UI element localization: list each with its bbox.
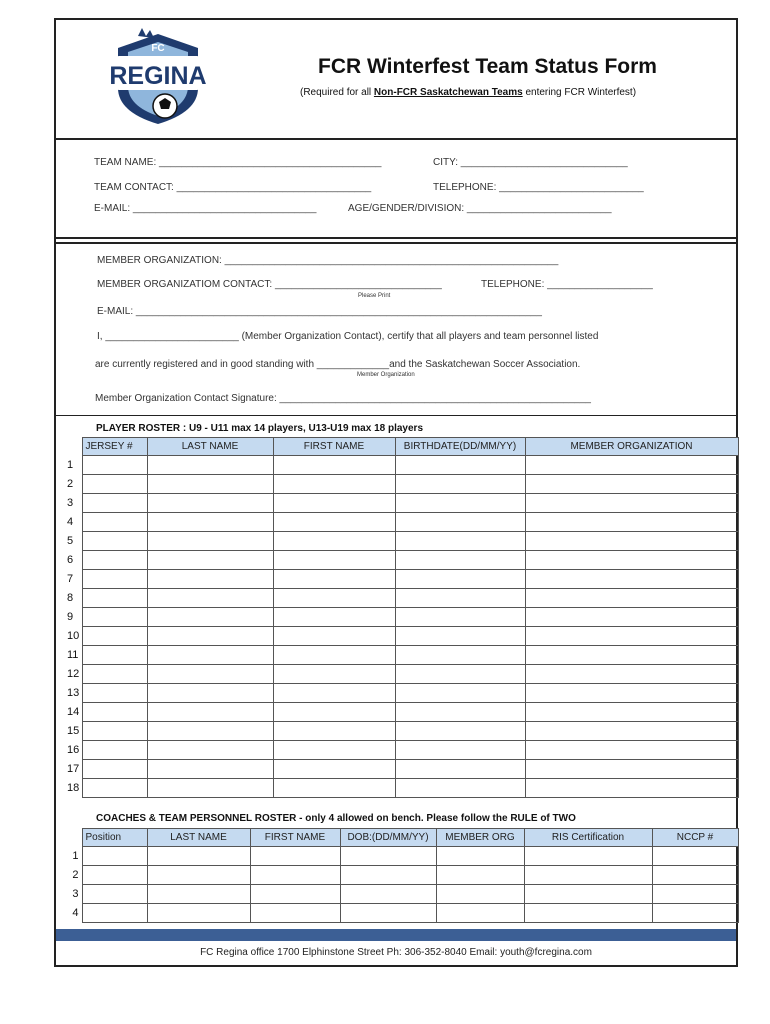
team-info-divider-1: [54, 237, 738, 239]
email-field[interactable]: E-MAIL: _________________________________: [94, 203, 317, 214]
entry-cell[interactable]: [82, 475, 147, 494]
entry-cell[interactable]: [82, 494, 147, 513]
row-number: 1: [72, 850, 79, 862]
entry-cell[interactable]: [525, 475, 738, 494]
row-number: 1: [67, 459, 74, 471]
coach-row: [56, 904, 738, 923]
entry-cell[interactable]: [652, 885, 738, 904]
entry-cell[interactable]: [525, 532, 738, 551]
entry-cell[interactable]: [525, 665, 738, 684]
entry-cell[interactable]: [395, 494, 525, 513]
player-row: [56, 760, 738, 779]
column-header-coach-last-name: LAST NAME: [147, 829, 250, 847]
page-subtitle: (Required for all Non-FCR Saskatchewan Teams entering FCR Winterfest): [300, 87, 637, 98]
row-number: 6: [67, 554, 74, 566]
player-row: [56, 665, 738, 684]
entry-cell[interactable]: [524, 885, 652, 904]
footer-contact: FC Regina office 1700 Elphinstone Street Ph: 306-352-8040 Email: youth@fcregina.com: [200, 947, 592, 958]
player-row: [56, 513, 738, 532]
entry-cell[interactable]: [340, 847, 436, 866]
entry-cell[interactable]: [273, 627, 395, 646]
entry-cell[interactable]: [147, 885, 250, 904]
entry-cell[interactable]: [395, 665, 525, 684]
entry-cell[interactable]: [395, 741, 525, 760]
entry-cell[interactable]: [82, 456, 147, 475]
entry-cell[interactable]: [395, 703, 525, 722]
entry-cell[interactable]: [82, 779, 147, 798]
entry-cell[interactable]: [652, 904, 738, 923]
entry-cell[interactable]: [340, 904, 436, 923]
registered-statement[interactable]: are currently registered and in good standing with _____________and the Saskatchewan Soccer Association.: [95, 359, 581, 370]
page-title: FCR Winterfest Team Status Form: [318, 55, 657, 78]
telephone-field[interactable]: TELEPHONE: __________________________: [433, 182, 644, 193]
row-number: 11: [67, 649, 79, 661]
entry-cell[interactable]: [147, 665, 273, 684]
row-number: 9: [67, 611, 74, 623]
row-number: 12: [67, 668, 80, 680]
entry-cell[interactable]: [524, 847, 652, 866]
entry-cell[interactable]: [525, 722, 738, 741]
entry-cell[interactable]: [82, 741, 147, 760]
row-number: 14: [67, 706, 80, 718]
logo-text: REGINA: [109, 62, 207, 90]
member-organization-field[interactable]: MEMBER ORGANIZATION: ____________________________________________________________: [97, 255, 559, 266]
row-number: 3: [67, 497, 74, 509]
member-org-email-field[interactable]: E-MAIL: _________________________________________________________________________: [97, 306, 542, 317]
entry-cell[interactable]: [147, 703, 273, 722]
entry-cell[interactable]: [82, 627, 147, 646]
entry-cell[interactable]: [395, 760, 525, 779]
entry-cell[interactable]: [147, 494, 273, 513]
entry-cell[interactable]: [250, 847, 340, 866]
subtitle-emphasis: Non-FCR Saskatchewan Teams: [373, 87, 523, 98]
player-row: [56, 684, 738, 703]
row-number: 8: [67, 592, 74, 604]
row-number: 16: [67, 744, 80, 756]
entry-cell[interactable]: [82, 589, 147, 608]
entry-cell[interactable]: [147, 646, 273, 665]
entry-cell[interactable]: [436, 885, 524, 904]
player-row: [56, 741, 738, 760]
entry-cell[interactable]: [273, 589, 395, 608]
entry-cell[interactable]: [147, 608, 273, 627]
member-org-caption: Member Organization: [357, 372, 415, 378]
row-number: 10: [67, 630, 80, 642]
entry-cell[interactable]: [395, 627, 525, 646]
entry-cell[interactable]: [525, 570, 738, 589]
player-row: [56, 703, 738, 722]
team-name-field[interactable]: TEAM NAME: ________________________________________: [94, 157, 382, 168]
member-org-telephone-field[interactable]: TELEPHONE: ___________________: [481, 279, 653, 290]
entry-cell[interactable]: [273, 456, 395, 475]
coaches-roster-header: [56, 829, 738, 847]
entry-cell[interactable]: [652, 866, 738, 885]
entry-cell[interactable]: [147, 513, 273, 532]
player-row: [56, 532, 738, 551]
entry-cell[interactable]: [82, 684, 147, 703]
certify-statement[interactable]: I, ________________________ (Member Organization Contact), certify that all players and team personnel listed: [97, 331, 599, 342]
entry-cell[interactable]: [395, 646, 525, 665]
entry-cell[interactable]: [340, 885, 436, 904]
entry-cell[interactable]: [147, 684, 273, 703]
entry-cell[interactable]: [82, 722, 147, 741]
entry-cell[interactable]: [273, 532, 395, 551]
entry-cell[interactable]: [273, 741, 395, 760]
entry-cell[interactable]: [395, 779, 525, 798]
player-roster-header: [56, 438, 738, 456]
entry-cell[interactable]: [652, 847, 738, 866]
entry-cell[interactable]: [82, 847, 147, 866]
entry-cell[interactable]: [273, 722, 395, 741]
entry-cell[interactable]: [395, 513, 525, 532]
entry-cell[interactable]: [250, 885, 340, 904]
player-row: [56, 722, 738, 741]
player-roster-table: [56, 437, 739, 798]
coach-row: [56, 885, 738, 904]
entry-cell[interactable]: [82, 866, 147, 885]
entry-cell[interactable]: [273, 646, 395, 665]
entry-cell[interactable]: [395, 456, 525, 475]
entry-cell[interactable]: [147, 627, 273, 646]
entry-cell[interactable]: [395, 722, 525, 741]
player-row: [56, 627, 738, 646]
row-number: 13: [67, 687, 80, 699]
player-row: [56, 589, 738, 608]
row-number: 7: [67, 573, 74, 585]
entry-cell[interactable]: [147, 866, 250, 885]
city-field[interactable]: CITY: ______________________________: [433, 157, 628, 168]
entry-cell[interactable]: [525, 551, 738, 570]
entry-cell[interactable]: [147, 904, 250, 923]
entry-cell[interactable]: [525, 589, 738, 608]
entry-cell[interactable]: [273, 494, 395, 513]
entry-cell[interactable]: [82, 665, 147, 684]
entry-cell[interactable]: [436, 866, 524, 885]
row-number: 5: [67, 535, 74, 547]
entry-cell[interactable]: [525, 741, 738, 760]
entry-cell[interactable]: [273, 513, 395, 532]
entry-cell[interactable]: [250, 904, 340, 923]
row-number: 4: [67, 516, 74, 528]
entry-cell[interactable]: [273, 608, 395, 627]
entry-cell[interactable]: [273, 703, 395, 722]
player-row: [56, 494, 738, 513]
entry-cell[interactable]: [525, 684, 738, 703]
member-org-contact-field[interactable]: MEMBER ORGANIZATIOM CONTACT: ______________________________: [97, 279, 442, 290]
entry-cell[interactable]: [147, 760, 273, 779]
entry-cell[interactable]: [273, 684, 395, 703]
entry-cell[interactable]: [82, 551, 147, 570]
entry-cell[interactable]: [147, 532, 273, 551]
entry-cell[interactable]: [436, 904, 524, 923]
column-header-dob: DOB:(DD/MM/YY): [340, 829, 436, 847]
entry-cell[interactable]: [395, 608, 525, 627]
header-divider: [54, 138, 738, 140]
row-number: 3: [72, 888, 79, 900]
entry-cell[interactable]: [395, 570, 525, 589]
player-roster-title: PLAYER ROSTER : U9 - U11 max 14 players, U13-U19 max 18 players: [96, 423, 424, 434]
fc-regina-logo: [108, 26, 208, 126]
entry-cell[interactable]: [147, 570, 273, 589]
entry-cell[interactable]: [395, 475, 525, 494]
entry-cell[interactable]: [82, 608, 147, 627]
player-row: [56, 608, 738, 627]
row-number: 2: [67, 478, 74, 490]
entry-cell[interactable]: [147, 589, 273, 608]
entry-cell[interactable]: [395, 551, 525, 570]
player-row: [56, 570, 738, 589]
roster-divider: [54, 415, 738, 416]
player-row: [56, 475, 738, 494]
column-header-last-name: LAST NAME: [147, 438, 273, 456]
signature-field[interactable]: Member Organization Contact Signature: ________________________________________________________: [95, 393, 591, 404]
entry-cell[interactable]: [525, 456, 738, 475]
row-number: 18: [67, 782, 80, 794]
entry-cell[interactable]: [82, 570, 147, 589]
entry-cell[interactable]: [273, 570, 395, 589]
player-row: [56, 779, 738, 798]
entry-cell[interactable]: [340, 866, 436, 885]
entry-cell[interactable]: [273, 475, 395, 494]
footer-bar: [56, 929, 736, 941]
age-gender-division-field[interactable]: AGE/GENDER/DIVISION: __________________________: [348, 203, 612, 214]
entry-cell[interactable]: [525, 779, 738, 798]
entry-cell[interactable]: [273, 760, 395, 779]
entry-cell[interactable]: [82, 646, 147, 665]
column-header-first-name: FIRST NAME: [273, 438, 395, 456]
column-header-nccp: NCCP #: [652, 829, 738, 847]
row-number: 4: [72, 907, 79, 919]
column-header-jersey: JERSEY #: [82, 438, 147, 456]
entry-cell[interactable]: [525, 760, 738, 779]
entry-cell[interactable]: [525, 703, 738, 722]
entry-cell[interactable]: [147, 741, 273, 760]
entry-cell[interactable]: [524, 904, 652, 923]
entry-cell[interactable]: [147, 779, 273, 798]
entry-cell[interactable]: [525, 608, 738, 627]
column-header-position: Position: [82, 829, 147, 847]
entry-cell[interactable]: [82, 513, 147, 532]
coach-row: [56, 866, 738, 885]
column-header-ris-certification: RIS Certification: [524, 829, 652, 847]
row-number: 2: [72, 869, 79, 881]
entry-cell[interactable]: [147, 551, 273, 570]
entry-cell[interactable]: [525, 627, 738, 646]
entry-cell[interactable]: [525, 513, 738, 532]
entry-cell[interactable]: [82, 904, 147, 923]
entry-cell[interactable]: [395, 684, 525, 703]
column-header-birthdate: BIRTHDATE(DD/MM/YY): [395, 438, 525, 456]
column-header-coach-first-name: FIRST NAME: [250, 829, 340, 847]
column-header-member-org: MEMBER ORG: [436, 829, 524, 847]
row-number: 15: [67, 725, 80, 737]
entry-cell[interactable]: [395, 589, 525, 608]
entry-cell[interactable]: [82, 703, 147, 722]
entry-cell[interactable]: [147, 722, 273, 741]
team-contact-field[interactable]: TEAM CONTACT: ___________________________________: [94, 182, 372, 193]
entry-cell[interactable]: [82, 532, 147, 551]
column-header-member-organization: MEMBER ORGANIZATION: [525, 438, 738, 456]
player-row: [56, 456, 738, 475]
entry-cell[interactable]: [273, 779, 395, 798]
entry-cell[interactable]: [525, 646, 738, 665]
entry-cell[interactable]: [524, 866, 652, 885]
entry-cell[interactable]: [147, 456, 273, 475]
entry-cell[interactable]: [250, 866, 340, 885]
entry-cell[interactable]: [147, 847, 250, 866]
entry-cell[interactable]: [273, 551, 395, 570]
entry-cell[interactable]: [82, 885, 147, 904]
coaches-roster-table: [56, 828, 739, 923]
entry-cell[interactable]: [436, 847, 524, 866]
entry-cell[interactable]: [525, 494, 738, 513]
entry-cell[interactable]: [147, 475, 273, 494]
logo-prefix: FC: [151, 43, 165, 54]
entry-cell[interactable]: [82, 760, 147, 779]
coach-row: [56, 847, 738, 866]
entry-cell[interactable]: [273, 665, 395, 684]
row-number: 17: [67, 763, 80, 775]
please-print-caption: Please Print: [358, 293, 391, 299]
entry-cell[interactable]: [395, 532, 525, 551]
team-info-divider-2: [54, 242, 738, 244]
player-row: [56, 646, 738, 665]
player-row: [56, 551, 738, 570]
coaches-roster-title: COACHES & TEAM PERSONNEL ROSTER - only 4 allowed on bench. Please follow the RULE of TWO: [96, 813, 576, 824]
